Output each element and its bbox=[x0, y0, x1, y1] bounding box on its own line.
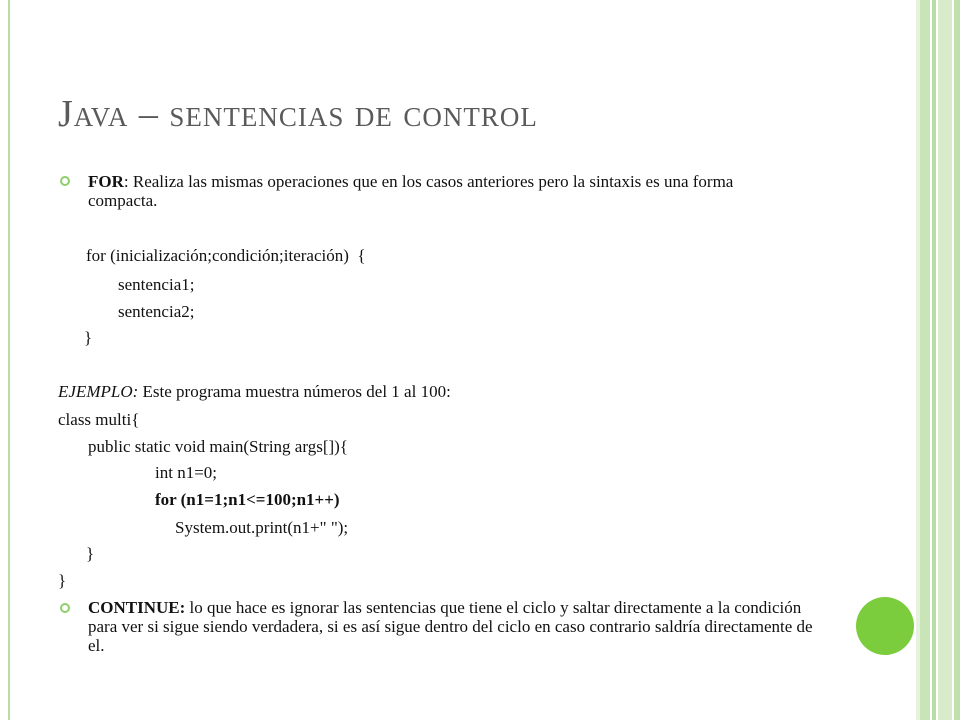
continue-description: lo que hace es ignorar las sentencias que tiene el ciclo y saltar directamente a la condición para ver si sigue siendo verdadera, si es así sigue dentro del ciclo en caso contrario saldría directamente de el. bbox=[88, 598, 813, 655]
bullet-circle-icon bbox=[60, 603, 70, 613]
syntax-line: } bbox=[84, 328, 93, 347]
syntax-line: sentencia1; bbox=[118, 275, 195, 294]
green-circle-decoration bbox=[856, 597, 914, 655]
stripe bbox=[920, 0, 930, 720]
code-line: int n1=0; bbox=[155, 463, 218, 482]
stripe bbox=[932, 0, 936, 720]
for-keyword: FOR bbox=[88, 172, 124, 191]
code-line: public static void main(String args[]){ bbox=[88, 437, 348, 456]
continue-keyword: CONTINUE: bbox=[88, 598, 186, 617]
for-description: : Realiza las mismas operaciones que en los casos anteriores pero la sintaxis es una forma compacta. bbox=[88, 172, 734, 210]
stripe bbox=[938, 0, 952, 720]
example-heading bbox=[58, 382, 451, 402]
syntax-line: for (inicialización;condición;iteración) { bbox=[86, 246, 366, 265]
right-decorative-stripes bbox=[916, 0, 960, 720]
left-border-line bbox=[8, 0, 10, 720]
stripe bbox=[954, 0, 960, 720]
example-label: EJEMPLO: bbox=[58, 382, 139, 401]
code-line-for: for (n1=1;n1<=100;n1++) bbox=[155, 490, 340, 509]
slide-title: Java – sentencias de control bbox=[58, 93, 538, 135]
example-text: Este programa muestra números del 1 al 100: bbox=[138, 382, 451, 401]
code-line: System.out.print(n1+" "); bbox=[175, 518, 349, 537]
syntax-line: sentencia2; bbox=[118, 302, 195, 321]
code-line: class multi{ bbox=[58, 410, 140, 429]
code-line: } bbox=[58, 571, 67, 590]
bullet-continue bbox=[88, 598, 818, 655]
code-line: } bbox=[86, 544, 95, 563]
bullet-for bbox=[88, 172, 788, 210]
bullet-circle-icon bbox=[60, 176, 70, 186]
